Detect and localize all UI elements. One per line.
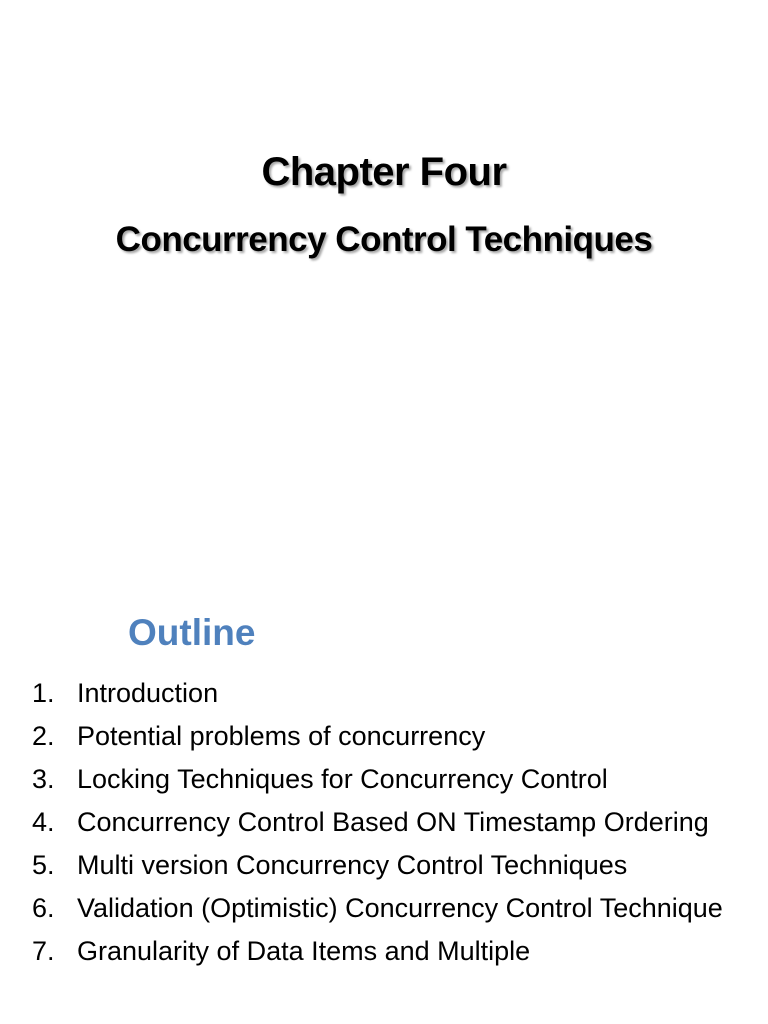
- outline-heading: Outline: [128, 612, 256, 653]
- outline-item-number: 4.: [32, 807, 55, 837]
- outline-item: [0, 848, 768, 883]
- outline-item-text: Locking Techniques for Concurrency Control: [77, 764, 608, 794]
- outline-item-number: 6.: [32, 893, 55, 923]
- outline-item-text: Potential problems of concurrency: [77, 721, 486, 751]
- outline-item: [0, 762, 768, 797]
- outline-item-text: Concurrency Control Based ON Timestamp Ordering: [77, 807, 709, 837]
- outline-item-number: 5.: [32, 850, 55, 880]
- outline-item: [0, 891, 768, 926]
- outline-item-number: 1.: [32, 678, 55, 708]
- outline-item-text: Validation (Optimistic) Concurrency Control Technique: [77, 893, 723, 923]
- chapter-title: Chapter Four: [261, 150, 507, 194]
- outline-item: [0, 719, 768, 754]
- outline-item-number: 3.: [32, 764, 55, 794]
- outline-item: [0, 676, 768, 711]
- outline-item-text: Granularity of Data Items and Multiple: [77, 936, 531, 966]
- outline-item-text: Introduction: [77, 678, 219, 708]
- outline-item: [0, 805, 768, 840]
- chapter-subtitle: Concurrency Control Techniques: [115, 220, 653, 259]
- outline-item-text: Multi version Concurrency Control Techniques: [77, 850, 628, 880]
- outline-item: [0, 934, 768, 969]
- outline-item-number: 2.: [32, 721, 55, 751]
- outline-list: [0, 676, 768, 977]
- outline-item-number: 7.: [32, 936, 55, 966]
